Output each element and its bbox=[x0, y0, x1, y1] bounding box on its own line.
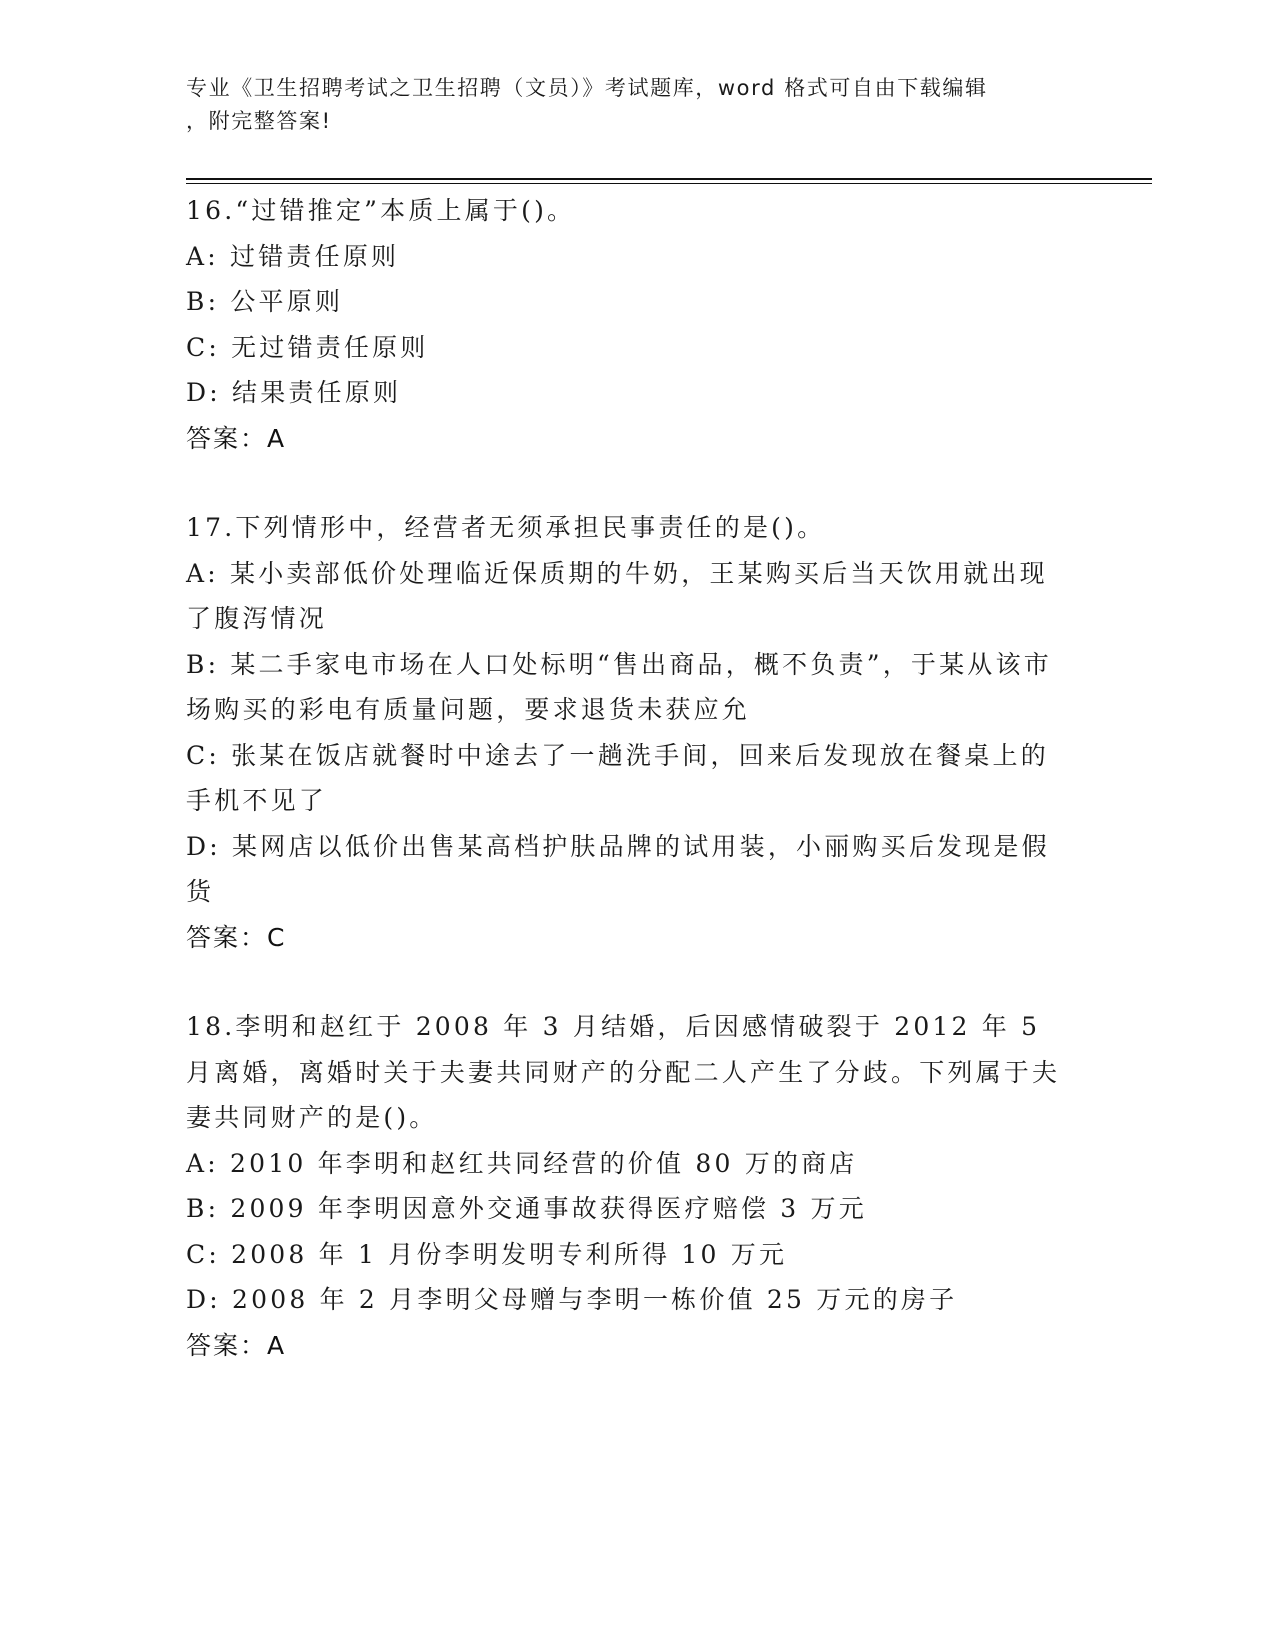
question-16 bbox=[186, 188, 1076, 461]
option-c: C: 张某在饭店就餐时中途去了一趟洗手间，回来后发现放在餐桌上的手机不见了 bbox=[186, 740, 1049, 815]
option-d: D: 2008 年 2 月李明父母赠与李明一栋价值 25 万元的房子 bbox=[186, 1285, 958, 1314]
option-a: A: 过错责任原则 bbox=[186, 241, 400, 271]
header-rule-thin bbox=[186, 183, 1152, 184]
option-a: A: 某小卖部低价处理临近保质期的牛奶，王某购买后当天饮用就出现了腹泻情况 bbox=[186, 558, 1048, 633]
question-stem: 16.“过错推定”本质上属于()。 bbox=[186, 196, 576, 225]
option-a: A: 2010 年李明和赵红共同经营的价值 80 万的商店 bbox=[186, 1148, 858, 1178]
document-header bbox=[186, 72, 1066, 138]
option-c: C: 2008 年 1 月份李明发明专利所得 10 万元 bbox=[186, 1239, 788, 1269]
option-d: D: 结果责任原则 bbox=[186, 378, 402, 407]
answer-label: 答案：C bbox=[186, 922, 287, 952]
question-stem: 17.下列情形中，经营者无须承担民事责任的是()。 bbox=[186, 513, 826, 542]
option-b: B: 2009 年李明因意外交通事故获得医疗赔偿 3 万元 bbox=[186, 1194, 867, 1223]
header-line-1: 专业《卫生招聘考试之卫生招聘（文员）》考试题库，word 格式可自由下载编辑 bbox=[186, 76, 988, 100]
option-d: D: 某网店以低价出售某高档护肤品牌的试用装，小丽购买后发现是假货 bbox=[186, 831, 1050, 906]
header-rule-thick bbox=[186, 178, 1152, 180]
question-list bbox=[186, 188, 1076, 1412]
answer-label: 答案：A bbox=[186, 1330, 287, 1360]
question-17 bbox=[186, 505, 1076, 960]
answer-label: 答案：A bbox=[186, 423, 287, 453]
option-b: B: 公平原则 bbox=[186, 287, 344, 316]
question-stem: 18.李明和赵红于 2008 年 3 月结婚，后因感情破裂于 2012 年 5 月离婚，离婚时关于夫妻共同财产的分配二人产生了分歧。下列属于夫妻共同财产的是()。 bbox=[186, 1012, 1061, 1132]
question-18 bbox=[186, 1004, 1076, 1368]
header-line-2: ，附完整答案! bbox=[186, 109, 332, 133]
option-c: C: 无过错责任原则 bbox=[186, 332, 429, 362]
option-b: B: 某二手家电市场在人口处标明“售出商品，概不负责”，于某从该市场购买的彩电有质量问题，要求退货未获应允 bbox=[186, 649, 1052, 724]
